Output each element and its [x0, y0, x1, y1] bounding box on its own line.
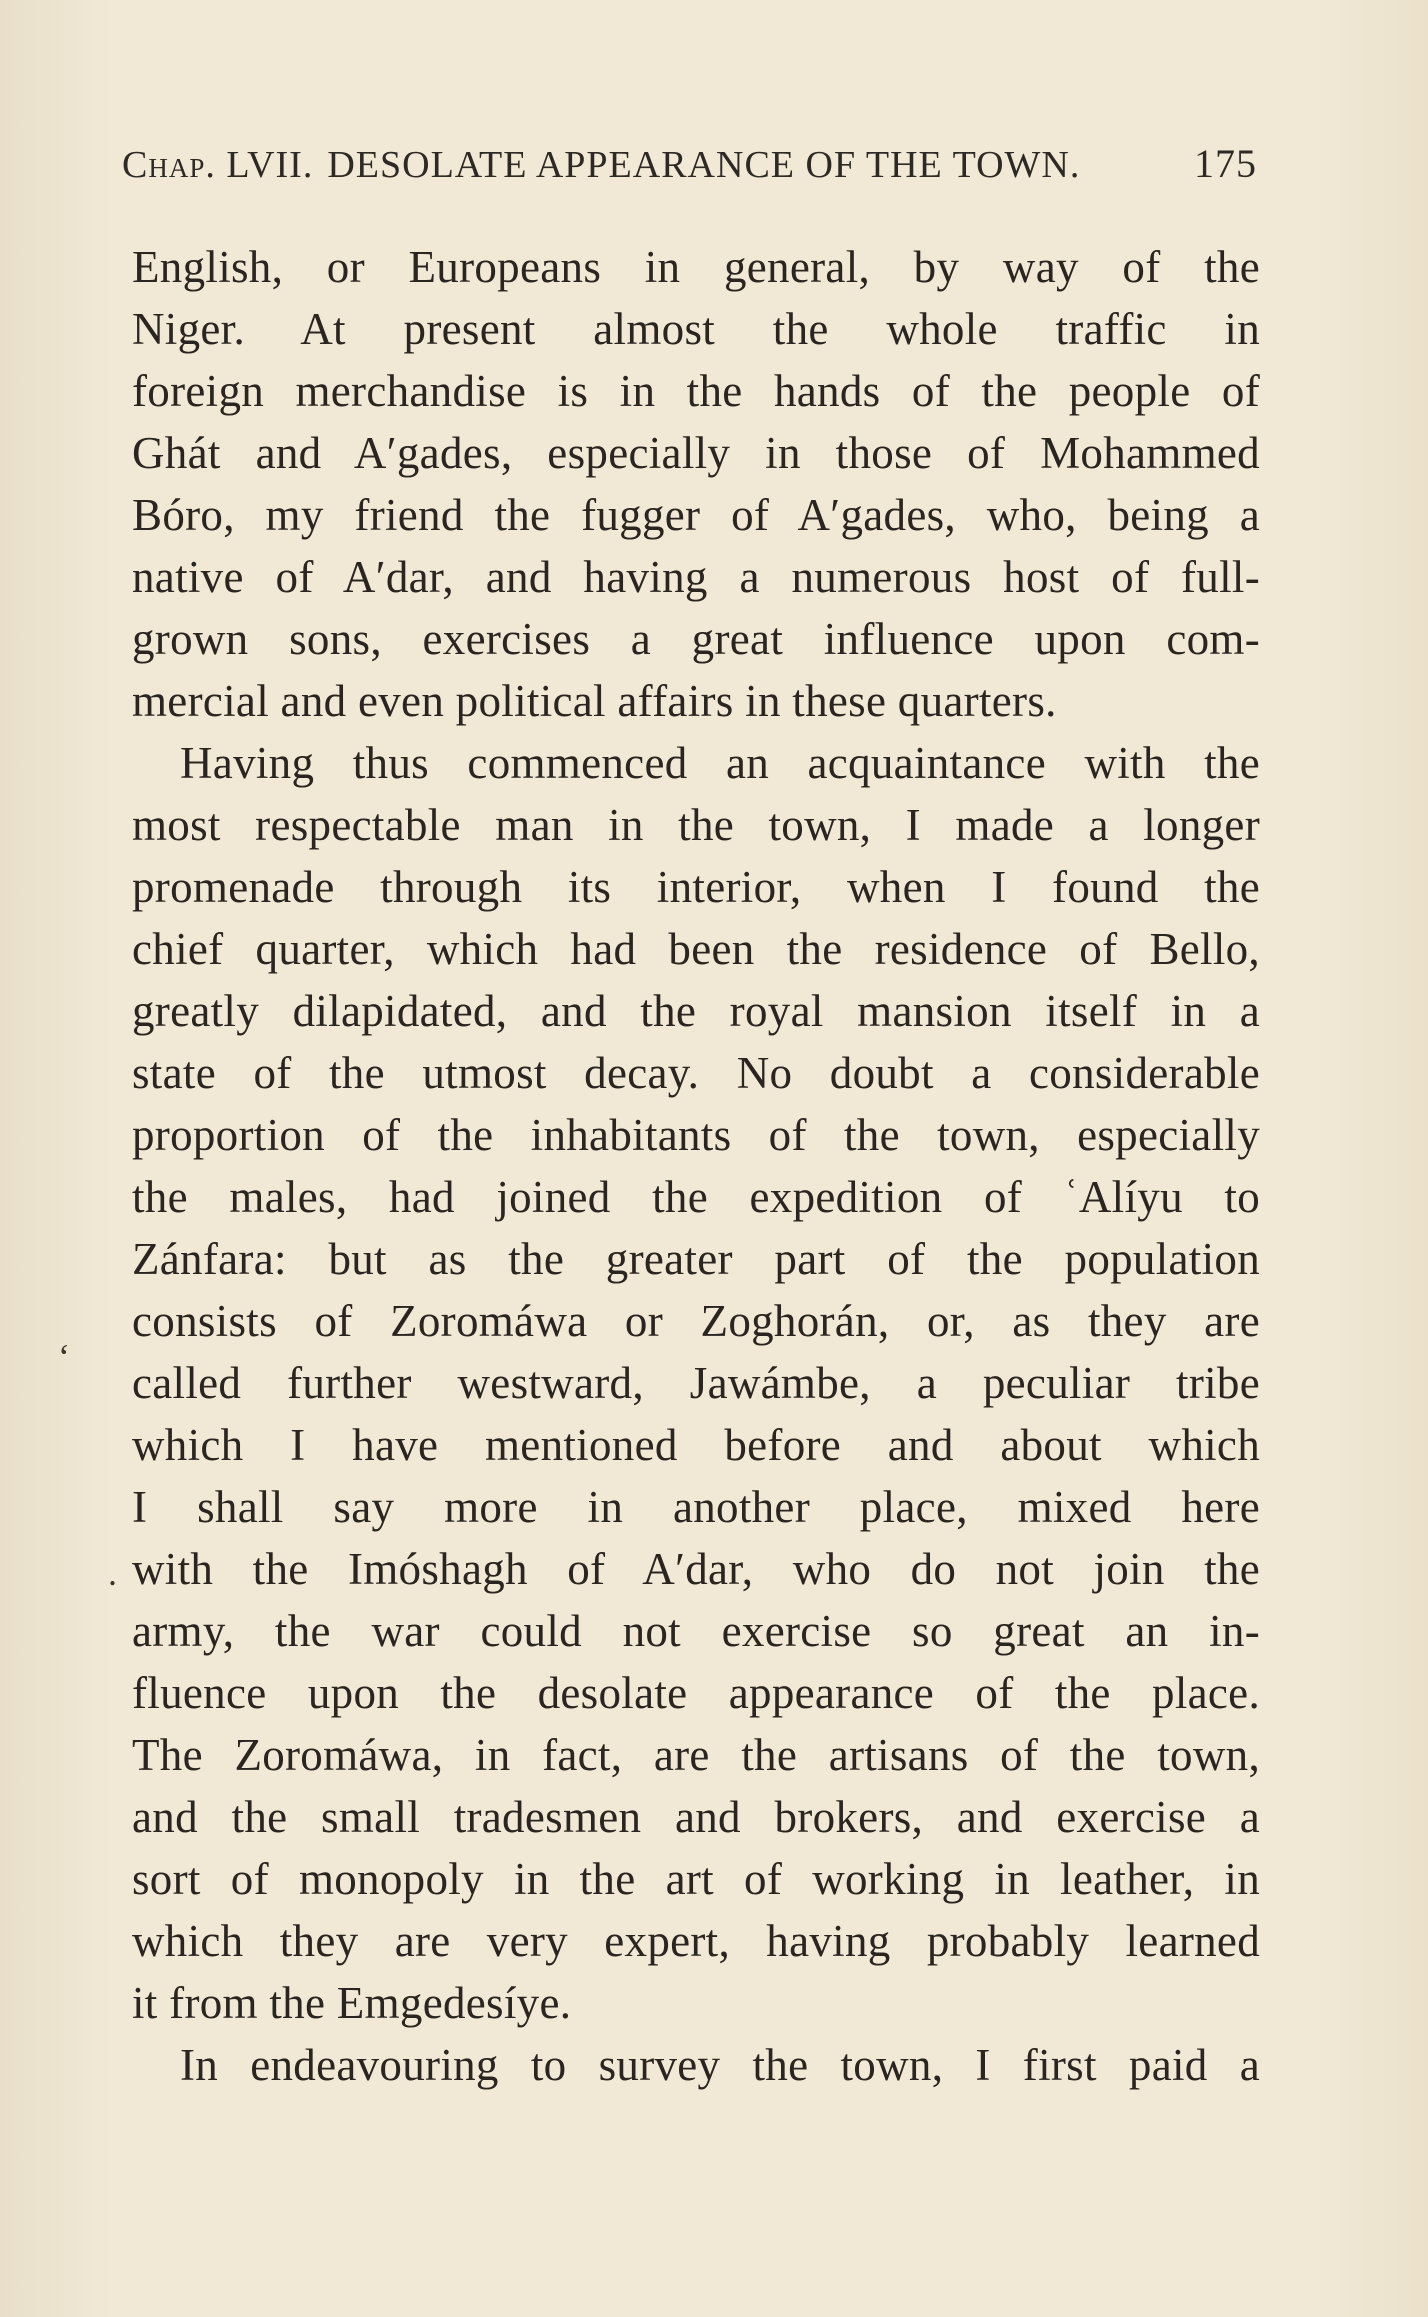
- text-line: Zánfara: but as the greater part of the population: [132, 1234, 1260, 1284]
- header-title: DESOLATE APPEARANCE OF THE TOWN.: [327, 144, 1081, 186]
- body-text: [132, 236, 1260, 2096]
- text-line: consists of Zoromáwa or Zoghorán, or, as they are: [132, 1296, 1260, 1346]
- text-line: In endeavouring to survey the town, I first paid a: [180, 2040, 1260, 2090]
- text-line: called further westward, Jawámbe, a peculiar tribe: [132, 1358, 1260, 1408]
- margin-mark-tick: ‘: [58, 1337, 70, 1377]
- text-line: state of the utmost decay. No doubt a considerable: [132, 1048, 1260, 1098]
- text-line: chief quarter, which had been the residence of Bello,: [132, 924, 1260, 974]
- text-line: greatly dilapidated, and the royal mansion itself in a: [132, 986, 1260, 1036]
- text-line: sort of monopoly in the art of working in leather, in: [132, 1854, 1260, 1904]
- text-line: Niger. At present almost the whole traffic in: [132, 304, 1260, 354]
- text-line: which they are very expert, having probably learned: [132, 1916, 1260, 1966]
- text-line: Bóro, my friend the fugger of A′gades, who, being a: [132, 490, 1260, 540]
- text-line: I shall say more in another place, mixed here: [132, 1482, 1260, 1532]
- text-line: army, the war could not exercise so great an in-: [132, 1606, 1260, 1656]
- text-line: mercial and even political affairs in these quarters.: [132, 676, 1057, 726]
- text-line: most respectable man in the town, I made a longer: [132, 800, 1260, 850]
- text-line: which I have mentioned before and about which: [132, 1420, 1260, 1470]
- text-line: English, or Europeans in general, by way of the: [132, 242, 1260, 292]
- page-number: 175: [1194, 141, 1257, 186]
- running-header: [122, 140, 1257, 200]
- text-line: native of A′dar, and having a numerous host of full-: [132, 552, 1260, 602]
- text-line: and the small tradesmen and brokers, and exercise a: [132, 1792, 1260, 1842]
- text-line: it from the Emgedesíye.: [132, 1978, 572, 2028]
- text-line: promenade through its interior, when I found the: [132, 862, 1260, 912]
- text-line: the males, had joined the expedition of ʿAlíyu to: [132, 1172, 1260, 1222]
- chapter-label: Chap. LVII.: [122, 144, 314, 186]
- text-line: grown sons, exercises a great influence upon com-: [132, 614, 1260, 664]
- text-line: foreign merchandise is in the hands of the people of: [132, 366, 1260, 416]
- margin-mark-dot: .: [108, 1553, 117, 1593]
- text-line: Ghát and A′gades, especially in those of Mohammed: [132, 428, 1260, 478]
- text-line: fluence upon the desolate appearance of the place.: [132, 1668, 1260, 1718]
- text-line: with the Imóshagh of A′dar, who do not join the: [132, 1544, 1260, 1594]
- text-line: The Zoromáwa, in fact, are the artisans of the town,: [132, 1730, 1260, 1780]
- text-line: Having thus commenced an acquaintance with the: [180, 738, 1260, 788]
- text-line: proportion of the inhabitants of the town, especially: [132, 1110, 1260, 1160]
